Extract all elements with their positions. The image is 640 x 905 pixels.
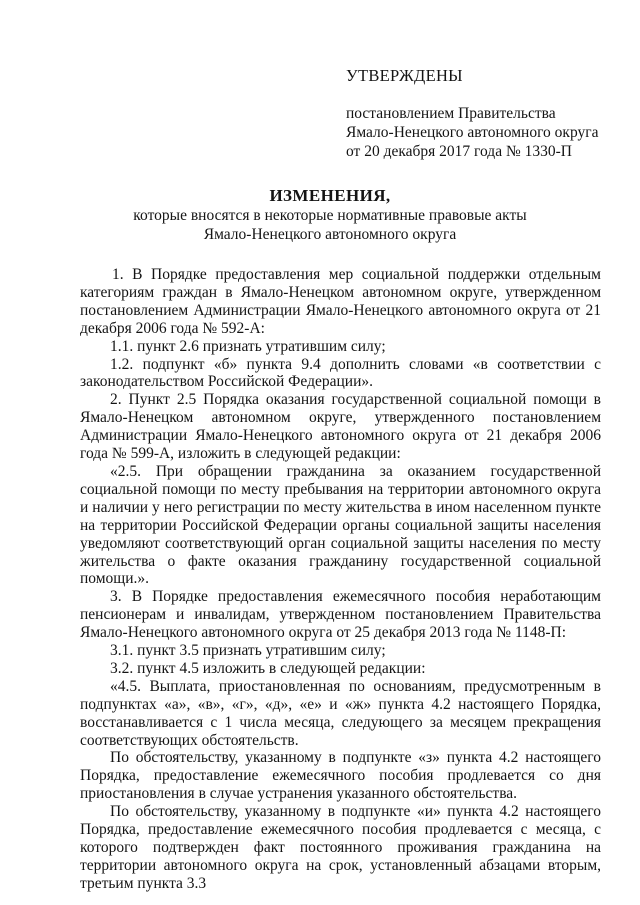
document-body <box>80 266 601 893</box>
document-subtitle: Ямало-Ненецкого автономного округа <box>203 226 457 243</box>
approval-header: УТВЕРЖДЕНЫ <box>346 66 463 85</box>
paragraph-1-1: 1.1. пункт 2.6 признать утратившим силу; <box>110 337 386 355</box>
paragraph-3: 3. В Порядке предоставления ежемесячного пособия неработающим пенсионерам и инвалидам, утвержденном постановлением Правительства Ямало-Ненецкого автономного округа от 25 декабря 2013 года № 1148-П: <box>80 588 601 642</box>
paragraph-2: 2. Пункт 2.5 Порядка оказания государственной социальной помощи в Ямало-Ненецком автономном округе, утвержденного постановлением Администрации Ямало-Ненецкого автономного округа от 21 декабря 2006 года № 599-А, изложить в следующей редакции: <box>80 391 601 463</box>
paragraph-2-quote: «2.5. При обращении гражданина за оказанием государственной социальной помощи по месту пребывания на территории автономного округа и наличии у него регистрации по месту жительства в ином населенном пункте на территории Российской Федерации органы социальной защиты населения уведомляют соответствующий орган социальной защиты населения по месту жительства о факте оказания гражданину государственной социальной помощи.». <box>80 462 601 588</box>
approval-line: Ямало-Ненецкого автономного округа <box>346 124 599 141</box>
approval-line: от 20 декабря 2017 года № 1330-П <box>346 143 572 160</box>
paragraph-3-2: 3.2. пункт 4.5 изложить в следующей редакции: <box>110 659 426 677</box>
paragraph-3-1: 3.1. пункт 3.5 признать утратившим силу; <box>110 642 386 660</box>
approval-line: постановлением Правительства <box>346 105 556 122</box>
paragraph-4-5-quote: «4.5. Выплата, приостановленная по основаниям, предусмотренным в подпунктах «а», «в», «г», «д», «е» и «ж» пункта 4.2 настоящего Порядка, восстанавливается с 1 числа месяца, следующего за месяцем прекращения соответствующих обстоятельств. <box>80 677 601 749</box>
document-title: ИЗМЕНЕНИЯ, <box>269 186 391 205</box>
document-subtitle: которые вносятся в некоторые нормативные правовые акты <box>133 207 527 224</box>
paragraph-1-2: 1.2. подпункт «б» пункта 9.4 дополнить словами «в соответствии с законодательством Российской Федерации». <box>80 355 601 391</box>
paragraph-1: 1. В Порядке предоставления мер социальной поддержки отдельным категориям граждан в Ямало-Ненецком автономном округе, утвержденном постановлением Администрации Ямало-Ненецкого автономного округа от 21 декабря 2006 года № 592-А: <box>80 266 601 337</box>
paragraph-circumstance-z: По обстоятельству, указанному в подпункте «з» пункта 4.2 настоящего Порядка, предоставление ежемесячного пособия продлевается со дня приостановления в случае устранения указанного обстоятельства. <box>80 749 601 803</box>
document-title-block <box>60 186 600 244</box>
approval-stamp <box>346 66 616 161</box>
paragraph-circumstance-i: По обстоятельству, указанному в подпункте «и» пункта 4.2 настоящего Порядка, предоставление ежемесячного пособия продлевается с месяца, с которого подтвержден факт постоянного проживания гражданина на территории автономного округа на срок, установленный абзацами вторым, третьим пункта 3.3 <box>80 803 601 892</box>
